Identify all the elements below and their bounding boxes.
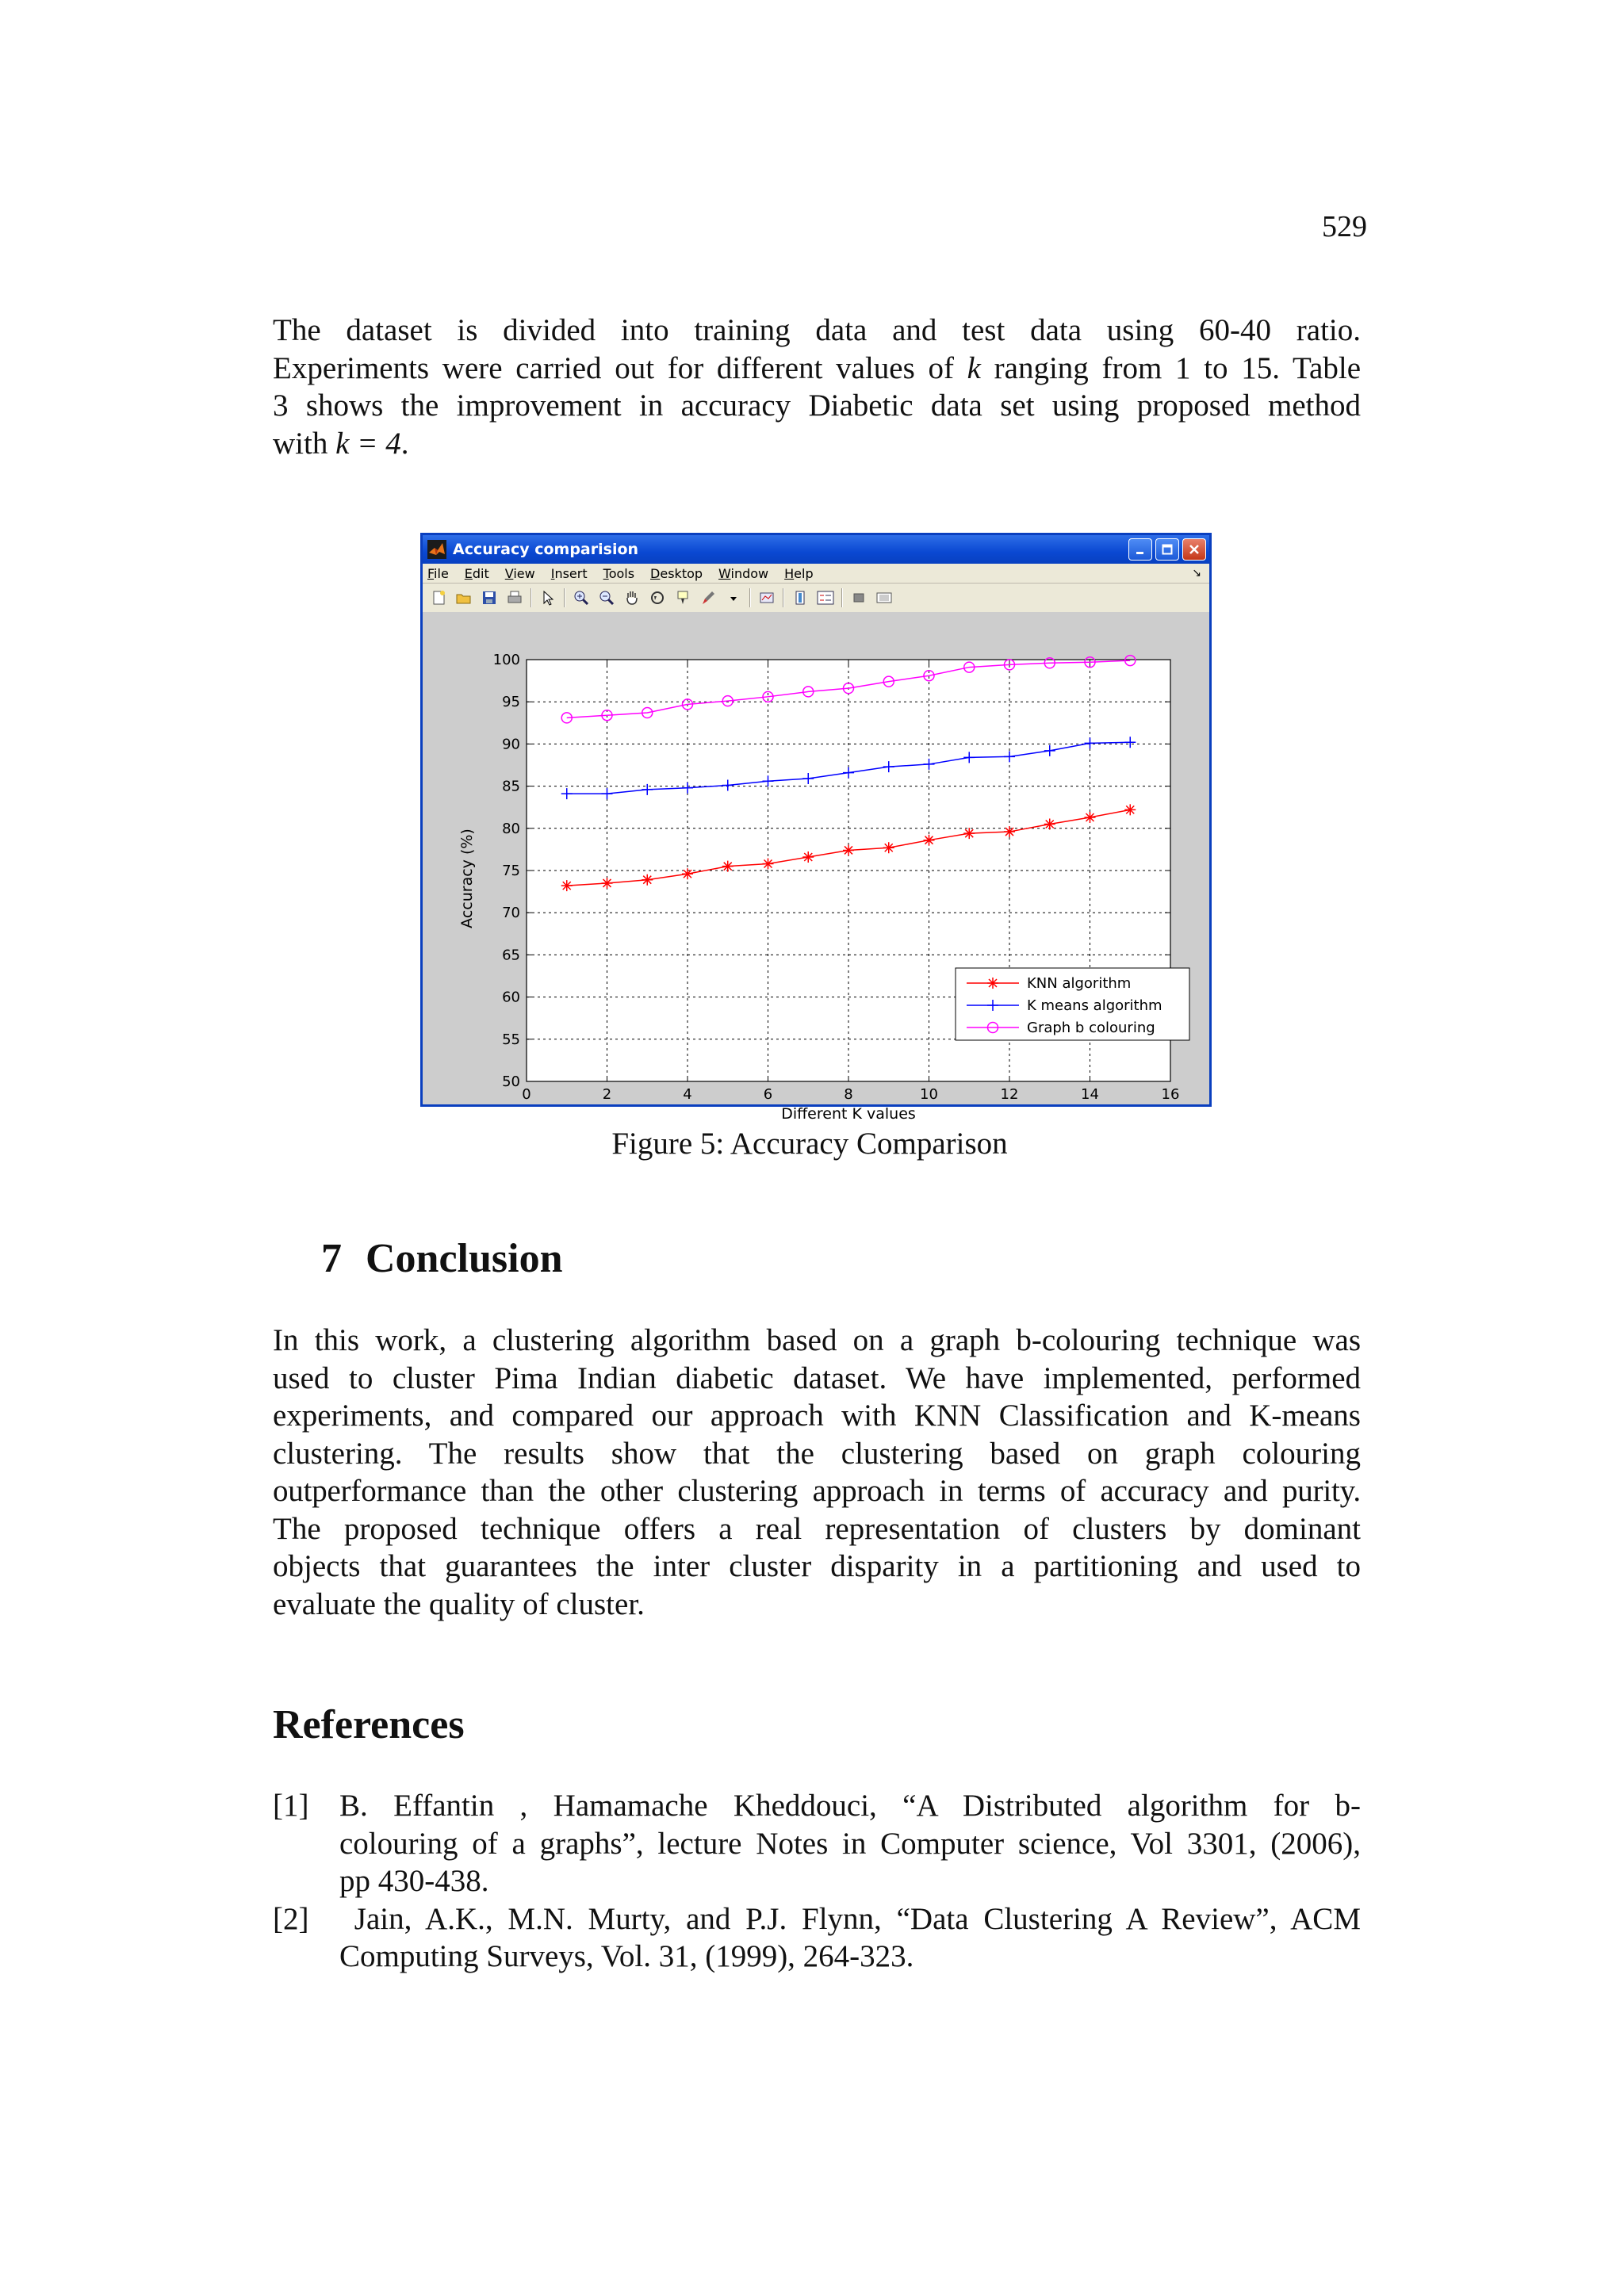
reference-label: [1] bbox=[273, 1789, 309, 1823]
colorbar-button[interactable] bbox=[791, 588, 810, 607]
data-point-marker bbox=[722, 861, 733, 872]
x-tick-label: 6 bbox=[763, 1086, 773, 1103]
data-point-marker bbox=[642, 874, 653, 886]
link-plot-icon bbox=[759, 590, 775, 606]
accuracy-chart bbox=[423, 612, 1209, 1123]
legend-label: K means algorithm bbox=[1027, 997, 1162, 1014]
hide-tools-icon bbox=[851, 590, 867, 606]
text-line: outperformance than the other clustering approach in terms of accuracy and purity. bbox=[273, 1474, 1361, 1508]
legend-button[interactable] bbox=[816, 588, 835, 607]
y-tick-label: 95 bbox=[502, 694, 520, 711]
legend-label: Graph b colouring bbox=[1027, 1020, 1155, 1036]
data-point-marker bbox=[763, 858, 774, 869]
y-tick-label: 85 bbox=[502, 778, 520, 795]
text-line: used to cluster Pima Indian diabetic dataset. We have implemented, performed bbox=[273, 1360, 1361, 1395]
data-point-marker bbox=[1044, 818, 1055, 829]
zoom-out-icon bbox=[599, 590, 615, 606]
menu-label: elp bbox=[794, 565, 814, 581]
text-line: The proposed technique offers a real representation of clusters by dominant bbox=[273, 1511, 1361, 1546]
text-line: B. Effantin , Hamamache Kheddouci, “A Distributed algorithm for b- bbox=[339, 1789, 1361, 1823]
menu-desktop[interactable]: Desktop bbox=[650, 565, 703, 581]
legend-icon bbox=[817, 590, 834, 606]
menu-window[interactable]: Window bbox=[718, 565, 769, 581]
conclusion-paragraph bbox=[273, 1322, 1361, 1623]
brush-icon bbox=[700, 590, 716, 606]
plot-area bbox=[423, 612, 1209, 1123]
save-button[interactable] bbox=[480, 588, 499, 607]
data-cursor-button[interactable] bbox=[673, 588, 692, 607]
text-line: evaluate the quality of cluster. bbox=[273, 1586, 645, 1621]
toolbar-separator bbox=[783, 588, 784, 607]
data-point-marker bbox=[843, 844, 854, 855]
show-tools-icon bbox=[875, 590, 893, 606]
k-value: k = 4 bbox=[335, 426, 401, 461]
text-line: with k = 4. bbox=[273, 426, 409, 461]
reference-label: [2] bbox=[273, 1901, 309, 1936]
print-icon bbox=[507, 590, 523, 606]
data-point-marker bbox=[883, 842, 894, 853]
reference-list bbox=[273, 1787, 1361, 1976]
menu-label: nsert bbox=[554, 565, 588, 581]
y-axis-label: Accuracy (%) bbox=[458, 828, 476, 928]
text-line: objects that guarantees the inter cluster disparity in a partitioning and used to bbox=[273, 1549, 1361, 1583]
maximize-button[interactable] bbox=[1155, 538, 1179, 561]
minimize-icon bbox=[1135, 544, 1146, 555]
data-point-marker bbox=[561, 880, 573, 891]
figure-toolbar bbox=[423, 584, 1209, 613]
text-line: pp 430-438. bbox=[339, 1864, 489, 1898]
print-button[interactable] bbox=[505, 588, 524, 607]
window-titlebar[interactable] bbox=[423, 535, 1209, 564]
toolbar-separator bbox=[530, 588, 532, 607]
x-tick-label: 16 bbox=[1161, 1086, 1180, 1103]
y-tick-label: 70 bbox=[502, 905, 520, 922]
y-tick-label: 90 bbox=[502, 736, 520, 753]
menu-help[interactable]: Help bbox=[784, 565, 814, 581]
legend-label: KNN algorithm bbox=[1027, 975, 1132, 992]
menu-label: esktop bbox=[660, 565, 703, 581]
brush-dropdown[interactable] bbox=[724, 588, 743, 607]
data-point-marker bbox=[682, 868, 693, 879]
menubar bbox=[423, 564, 1209, 584]
brush-button[interactable] bbox=[699, 588, 718, 607]
y-tick-label: 100 bbox=[492, 652, 520, 668]
menu-label: ools bbox=[608, 565, 635, 581]
colorbar-icon bbox=[792, 590, 808, 606]
page-number: 529 bbox=[1322, 210, 1367, 243]
text-line: Jain, A.K., M.N. Murty, and P.J. Flynn, “Data Clustering A Review”, ACM bbox=[339, 1901, 1361, 1936]
menu-file[interactable]: File bbox=[427, 565, 449, 581]
legend[interactable] bbox=[956, 968, 1189, 1040]
text-line: 3 shows the improvement in accuracy Diabetic data set using proposed method bbox=[273, 388, 1361, 423]
figure-window bbox=[420, 533, 1212, 1123]
open-file-button[interactable] bbox=[454, 588, 473, 607]
x-tick-label: 4 bbox=[683, 1086, 692, 1103]
y-tick-label: 50 bbox=[502, 1073, 520, 1090]
x-tick-label: 8 bbox=[844, 1086, 853, 1103]
matlab-logo-icon bbox=[427, 540, 446, 559]
data-point-marker bbox=[602, 878, 613, 889]
reference-item bbox=[273, 1900, 1361, 1976]
section-heading-conclusion bbox=[321, 1235, 563, 1282]
show-tools-button[interactable] bbox=[875, 588, 894, 607]
x-tick-label: 0 bbox=[522, 1086, 531, 1103]
y-tick-label: 65 bbox=[502, 947, 520, 964]
open-folder-icon bbox=[456, 590, 472, 606]
link-plot-button[interactable] bbox=[757, 588, 776, 607]
rotate-3d-button[interactable] bbox=[648, 588, 667, 607]
menu-label: ile bbox=[434, 565, 449, 581]
text-line: experiments, and compared our approach with KNN Classification and K-means bbox=[273, 1399, 1361, 1433]
menu-label: indow bbox=[730, 565, 769, 581]
data-point-marker bbox=[963, 828, 975, 839]
text-line: clustering. The results show that the clustering based on graph colouring bbox=[273, 1436, 1361, 1471]
y-tick-label: 60 bbox=[502, 989, 520, 1006]
text-line: Computing Surveys, Vol. 31, (1999), 264-323. bbox=[339, 1939, 914, 1973]
text-line: In this work, a clustering algorithm based on a graph b-colouring technique was bbox=[273, 1323, 1361, 1357]
dropdown-arrow-icon bbox=[730, 590, 737, 606]
x-tick-label: 12 bbox=[1000, 1086, 1019, 1103]
menu-tools[interactable]: Tools bbox=[603, 565, 635, 581]
new-figure-button[interactable] bbox=[429, 588, 448, 607]
zoom-in-button[interactable] bbox=[572, 588, 591, 607]
zoom-in-icon bbox=[573, 590, 589, 606]
data-point-marker bbox=[924, 835, 935, 846]
menu-dock-arrow-icon[interactable]: ↘ bbox=[1192, 567, 1201, 580]
text-line: The dataset is divided into training data and test data using 60-40 ratio. bbox=[273, 313, 1361, 347]
y-tick-label: 80 bbox=[502, 820, 520, 837]
zoom-out-button[interactable] bbox=[597, 588, 616, 607]
menu-label: iew bbox=[513, 565, 535, 581]
pan-button[interactable] bbox=[622, 588, 642, 607]
data-point-marker bbox=[802, 851, 814, 863]
close-icon bbox=[1189, 544, 1200, 555]
intro-paragraph bbox=[273, 312, 1361, 462]
section-title: Conclusion bbox=[366, 1236, 563, 1281]
data-point-marker bbox=[1004, 826, 1015, 837]
close-button[interactable] bbox=[1182, 538, 1206, 561]
x-tick-label: 10 bbox=[920, 1086, 938, 1103]
data-point-marker bbox=[1085, 812, 1096, 823]
select-button[interactable] bbox=[538, 588, 557, 607]
k-symbol: k bbox=[967, 350, 981, 385]
section-number: 7 bbox=[321, 1236, 342, 1281]
arrow-cursor-icon bbox=[540, 590, 556, 606]
menu-edit[interactable]: Edit bbox=[464, 565, 489, 581]
new-file-icon bbox=[431, 590, 446, 606]
minimize-button[interactable] bbox=[1128, 538, 1152, 561]
menu-insert[interactable]: Insert bbox=[550, 565, 588, 581]
y-tick-label: 75 bbox=[502, 863, 520, 879]
toolbar-separator bbox=[564, 588, 565, 607]
window-title: Accuracy comparision bbox=[453, 541, 639, 558]
references-heading: References bbox=[273, 1702, 465, 1747]
save-icon bbox=[481, 590, 497, 606]
rotate-3d-icon bbox=[649, 590, 665, 606]
toolbar-separator bbox=[841, 588, 843, 607]
toolbar-separator bbox=[749, 588, 751, 607]
text-line: colouring of a graphs”, lecture Notes in Computer science, Vol 3301, (2006), bbox=[339, 1826, 1361, 1861]
x-tick-label: 2 bbox=[602, 1086, 612, 1103]
y-tick-label: 55 bbox=[502, 1031, 520, 1048]
text-line: Experiments were carried out for different values of k ranging from 1 to 15. Table bbox=[273, 350, 1362, 385]
data-point-marker bbox=[987, 978, 998, 989]
reference-item bbox=[273, 1787, 1361, 1900]
hide-tools-button[interactable] bbox=[849, 588, 868, 607]
maximize-icon bbox=[1162, 544, 1173, 555]
x-axis-label: Different K values bbox=[781, 1105, 916, 1123]
data-point-marker bbox=[1124, 804, 1136, 815]
figure-caption: Figure 5: Accuracy Comparison bbox=[611, 1127, 1008, 1161]
hand-pan-icon bbox=[624, 590, 640, 606]
data-cursor-icon bbox=[675, 590, 691, 606]
menu-view[interactable]: View bbox=[504, 565, 535, 581]
menu-label: dit bbox=[472, 565, 489, 581]
x-tick-label: 14 bbox=[1081, 1086, 1099, 1103]
